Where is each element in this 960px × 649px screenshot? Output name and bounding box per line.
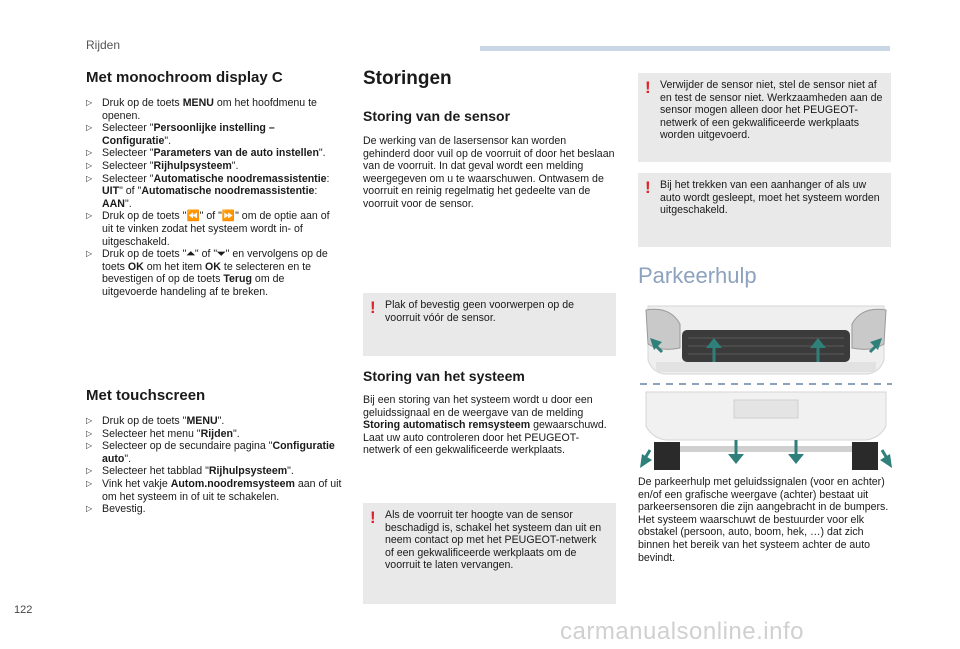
system-fault-text xyxy=(363,394,613,457)
message-name: Storing automatisch remsysteem xyxy=(363,419,531,432)
text-fragment: Het systeem waarschuwt de bestuurder voor elk obstakel (persoon, auto, boom, hek, …) dat zich binnen het bereik van het systeem achter de auto bevindt. xyxy=(638,513,871,564)
warning-icon: ! xyxy=(370,508,376,527)
list-item: ▷ Druk op de toets MENU om het hoofdmenu te openen. xyxy=(86,97,342,122)
warning-text: Bij het trekken van een aanhanger of als uw auto wordt gesleept, moet het systeem worden uitgeschakeld. xyxy=(660,179,880,217)
warning-text: Plak of bevestig geen voorwerpen op de voorruit vóór de sensor. xyxy=(385,299,575,324)
warning-icon: ! xyxy=(645,178,651,197)
touch-steps-list xyxy=(86,415,342,516)
text-fragment: De parkeerhulp met geluidssignalen (voor en achter) en/of een grafische weergave (achter) bestaat uit parkeersensoren die zijn aangebracht in de bumpers. xyxy=(638,476,889,514)
warning-icon: ! xyxy=(370,298,376,317)
mono-display-title: Met monochroom display C xyxy=(86,69,283,86)
touchscreen-title: Met touchscreen xyxy=(86,387,206,404)
sensor-fault-text: De werking van de lasersensor kan worden gehinderd door vuil op de voorruit of door het beslaan van de voorruit. In dat geval wordt een melding weergegeven om u te waarschuwen. Ontwasem de voorruit en reinig regelmatig het gedeelte van de voorruit voor de sensor. xyxy=(363,135,615,210)
list-item: ▷ Selecteer het menu "Rijden". xyxy=(86,428,342,441)
list-item: ▷ Selecteer "Rijhulpsysteem". xyxy=(86,160,342,173)
sensor-fault-title: Storing van de sensor xyxy=(363,108,511,124)
list-item: ▷ Druk op de toets "MENU". xyxy=(86,415,342,428)
list-item: ▷ Selecteer op de secundaire pagina "Configuratie auto". xyxy=(86,440,342,465)
section-header: Rijden xyxy=(86,38,121,52)
warning-box-trailer xyxy=(638,173,891,247)
list-item: ▷ Druk op de toets "⏶" of "⏷" en vervolgens op de toets OK om het item OK te selecteren en te bevestigen of op de toets Terug om de uitgevoerde handeling af te breken. xyxy=(86,248,342,298)
list-item: ▷ Selecteer het tabblad "Rijhulpsysteem". xyxy=(86,465,342,478)
header-bar xyxy=(480,46,890,51)
parking-aid-title: Parkeerhulp xyxy=(638,263,757,288)
list-item: ▷ Selecteer "Persoonlijke instelling – Configuratie". xyxy=(86,122,342,147)
list-item: ▷ Druk op de toets "⏪" of "⏩" om de optie aan of uit te vinken zodat het systeem wordt in- of uitgeschakeld. xyxy=(86,210,342,248)
malfunctions-title: Storingen xyxy=(363,68,452,89)
watermark: carmanualsonline.info xyxy=(560,618,804,645)
parking-aid-text xyxy=(638,476,891,564)
mono-steps-list xyxy=(86,97,342,299)
text-fragment: Bij een storing van het systeem wordt u door een geluidssignaal en de weergave van de melding xyxy=(363,394,593,419)
warning-box-sticker xyxy=(363,293,616,356)
warning-text: Als de voorruit ter hoogte van de sensor beschadigd is, schakel het systeem dan uit en neem contact op met het PEUGEOT-netwerk of een gekwalificeerde werkplaats om de voorruit te laten vervangen. xyxy=(385,509,602,572)
list-item: ▷ Vink het vakje Autom.noodremsysteem aan of uit om het systeem in of uit te schakelen. xyxy=(86,478,342,503)
warning-text: Verwijder de sensor niet, stel de sensor niet af en test de sensor niet. Werkzaamheden aan de sensor mogen alleen door het PEUGEOT-netwerk of een gekwalificeerde werkplaats worden uitgevoerd. xyxy=(660,79,883,142)
warning-box-do-not-remove xyxy=(638,73,891,162)
text-fragment: Laat uw auto controleren door het PEUGEOT-netwerk of een gekwalificeerde werkplaats. xyxy=(363,431,580,457)
warning-icon: ! xyxy=(645,78,651,97)
system-fault-title: Storing van het systeem xyxy=(363,368,525,384)
warning-box-windscreen xyxy=(363,503,616,604)
page-number: 122 xyxy=(14,604,33,616)
list-item: ▷ Bevestig. xyxy=(86,503,342,516)
list-item: ▷ Selecteer "Parameters van de auto instellen". xyxy=(86,147,342,160)
list-item: ▷ Selecteer "Automatische noodremassistentie: UIT" of "Automatische noodremassistentie: AAN". xyxy=(86,173,342,211)
text-fragment: gewaarschuwd. xyxy=(530,419,607,432)
parking-sensors-illustration xyxy=(640,300,892,474)
